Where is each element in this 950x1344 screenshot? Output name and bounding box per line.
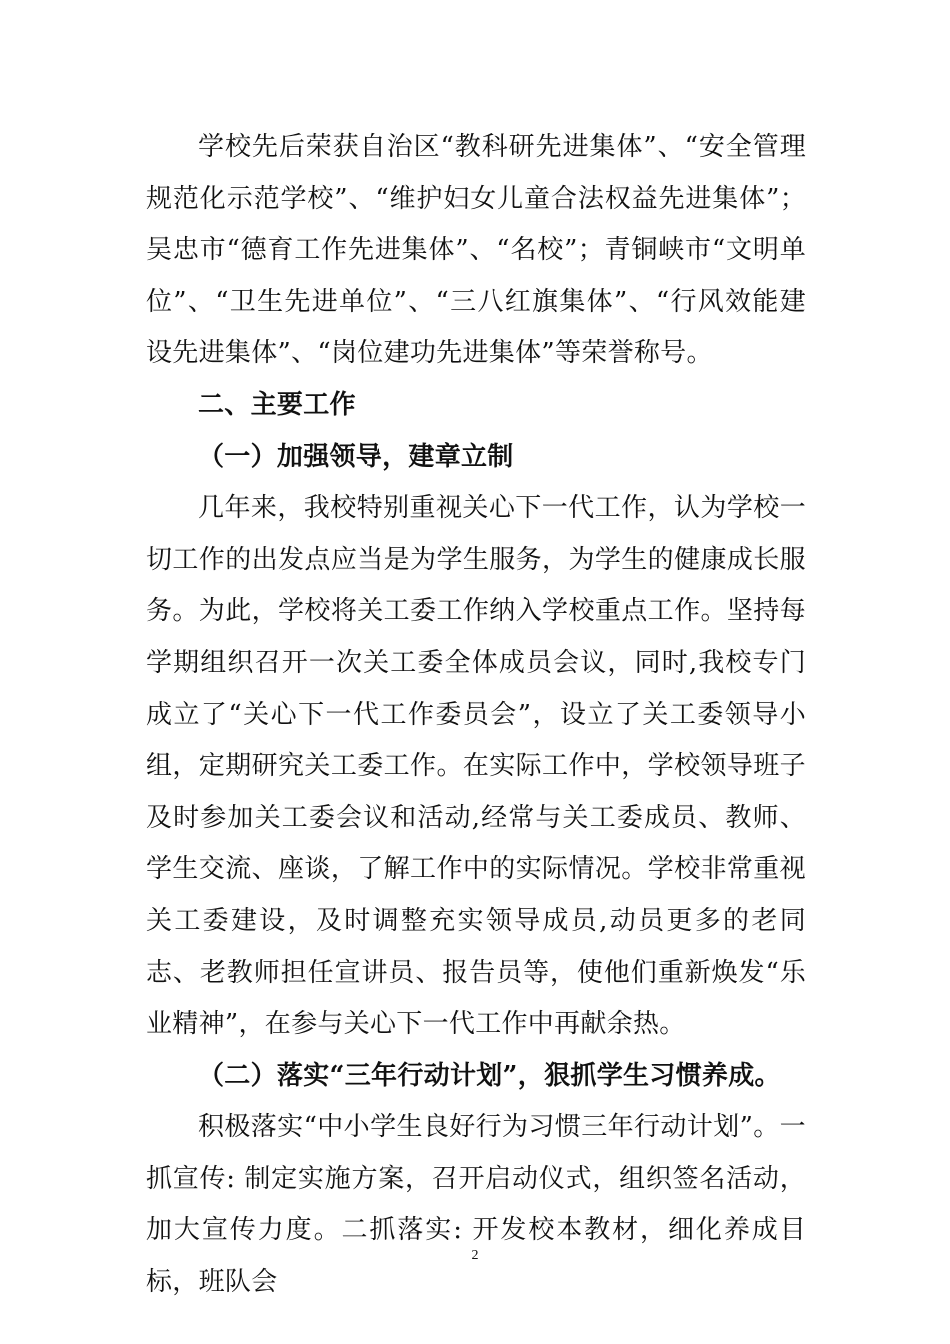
- document-body: [146, 122, 806, 1309]
- section-heading-main-work: 二、主要工作: [198, 389, 356, 420]
- paragraph-action-plan: 积极落实“中小学生良好行为习惯三年行动计划”。一抓宣传: 制定实施方案，召开启动仪式，组织签名活动，加大宣传力度。二抓落实: 开发校本教材，细化养成目标，班队会: [146, 1112, 806, 1298]
- page-number: 2: [471, 1248, 479, 1263]
- paragraph-leadership: 几年来，我校特别重视关心下一代工作，认为学校一切工作的出发点应当是为学生服务，为学生的健康成长服务。为此，学校将关工委工作纳入学校重点工作。坚持每学期组织召开一次关工委全体成员会议，同时,我校专门成立了“关心下一代工作委员会”，设立了关工委领导小组，定期研究关工委工作。在实际工作中，学校领导班子及时参加关工委会议和活动,经常与关工委成员、教师、学生交流、座谈，了解工作中的实际情况。学校非常重视关工委建设，及时调整充实领导成员,动员更多的老同志、老教师担任宣讲员、报告员等，使他们重新焕发“乐业精神”，在参与关心下一代工作中再献余热。: [146, 493, 806, 1040]
- paragraph-honors: 学校先后荣获自治区“教科研先进集体”、“安全管理规范化示范学校”、“维护妇女儿童合法权益先进集体”；吴忠市“德育工作先进集体”、“名校”；青铜峡市“文明单位”、“卫生先进单位”、“三八红旗集体”、“行风效能建设先进集体”、“岗位建功先进集体”等荣誉称号。: [146, 132, 806, 369]
- subsection-heading-action-plan: （二）落实“三年行动计划”，狠抓学生习惯养成。: [198, 1060, 781, 1091]
- subsection-heading-leadership: （一）加强领导，建章立制: [198, 441, 514, 472]
